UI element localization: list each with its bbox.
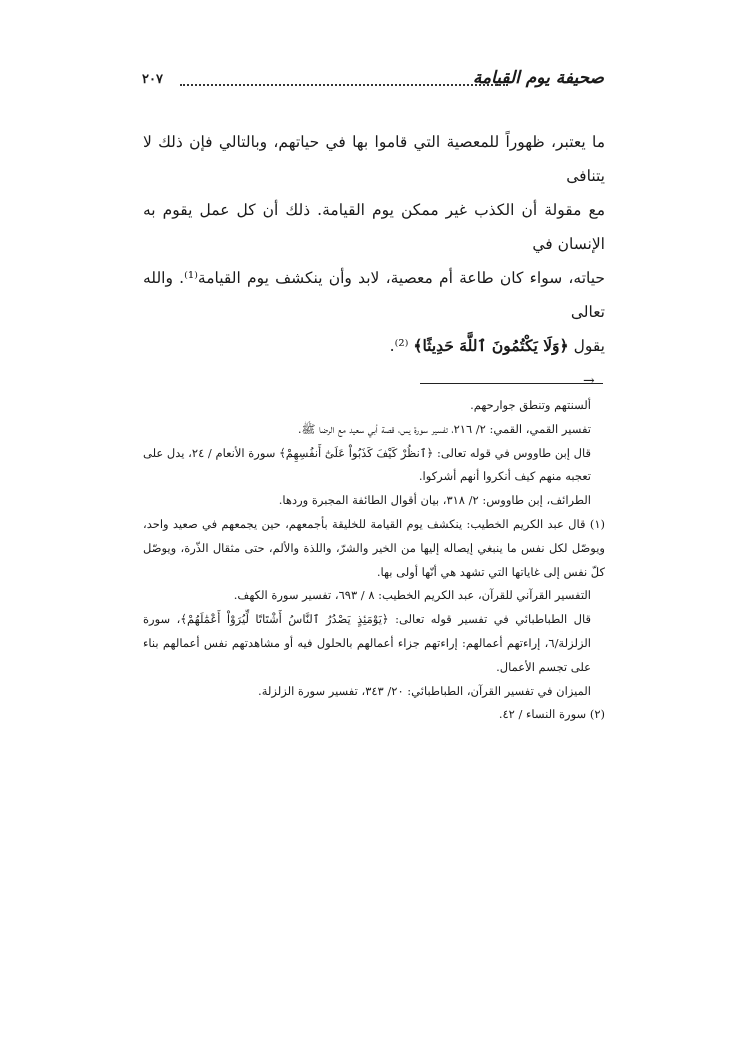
text-line: مع مقولة أن الكذب غير ممكن يوم القيامة. ذلك أن كل عمل يقوم به الإنسان في — [143, 201, 605, 253]
text-line: حياته، سواء كان طاعة أم معصية، لابد وأن ينكشف يوم القيامة⁽¹⁾. والله تعالى — [143, 269, 605, 321]
text-line: ما يعتبر، ظهوراً للمعصية التي قاموا بها في حياتهم، وبالتالي فإن ذلك لا يتنافى — [143, 133, 605, 185]
footnote-item: قال الطباطبائي في تفسير قوله تعالى: ﴿يَوْمَئِذٍ يَصْدُرُ ٱلنَّاسُ أَشْتَاتًا لِّيُرَوْاْ أَعْمَٰلَهُمْ﴾، سورة الزلزلة/٦، إراءتهم أعمالهم: إراءتهم جزاء أعمالهم بالحلول فيه أو مشاهدتهم نفس أعمالهم بناء على تجسم الأعمال. — [143, 612, 591, 674]
footnote-item: الطرائف، إبن طاووس: ٢/ ٣١٨، بيان أقوال الطائفة المجبرة وردها. — [278, 493, 591, 508]
footnote-ref: ⁽²⁾. — [389, 337, 409, 355]
footnote-item: التفسير القرآني للقرآن، عبد الكريم الخطيب: ٨ / ٦٩٣، تفسير سورة الكهف. — [233, 588, 591, 603]
footnote-item: قال إبن طاووس في قوله تعالى: ﴿ٱنظُرْ كَيْفَ كَذَبُواْ عَلَىٰٓ أَنفُسِهِمْ﴾ سورة الأنعام / ٢٤، يدل على تعجبه منهم كيف أنكروا أنهم أشركوا. — [143, 445, 591, 484]
running-header — [142, 58, 604, 92]
footnotes — [143, 394, 605, 727]
text-line — [143, 329, 605, 363]
quran-verse: ﴿وَلَا يَكْتُمُونَ ٱللَّهَ حَدِيثًا﴾ — [413, 336, 569, 355]
main-text — [143, 125, 605, 363]
footnote-item: ألسنتهم وتنطق جوارحهم. — [470, 398, 591, 412]
page-number: ٢٠٧ — [142, 72, 163, 87]
footnote-separator — [420, 383, 603, 384]
text-fragment: يقول — [573, 337, 605, 355]
header-leader-dots — [180, 84, 508, 86]
header-title: صحيفة يوم القيامة — [472, 68, 604, 88]
footnote-item: (٢) سورة النساء / ٤٢. — [498, 707, 605, 722]
continuation-arrow-icon: → — [583, 373, 595, 389]
footnote-item: (١) قال عبد الكريم الخطيب: ينكشف يوم القيامة للخليقة بأجمعهم، حين يجمعهم في صعيد واحد، ويوصّل لكل نفس ما ينبغي إيصاله إليها من الخير والشرّ، واللذة والألم، حتى مثقال الذّرة، ويوصّل كلّ نفس إلى غاياتها التي تشهد هي أنّها أولى بها. — [143, 516, 605, 579]
footnote-item: الميزان في تفسير القرآن، الطباطبائي: ٢٠/ ٣٤٣، تفسير سورة الزلزلة. — [258, 683, 591, 698]
footnote-item: تفسير القمي، القمي: ٢/ ٢١٦، تفسير سورة يس، قصة أبي سعيد مع الرضا ﷺ. — [297, 421, 591, 436]
